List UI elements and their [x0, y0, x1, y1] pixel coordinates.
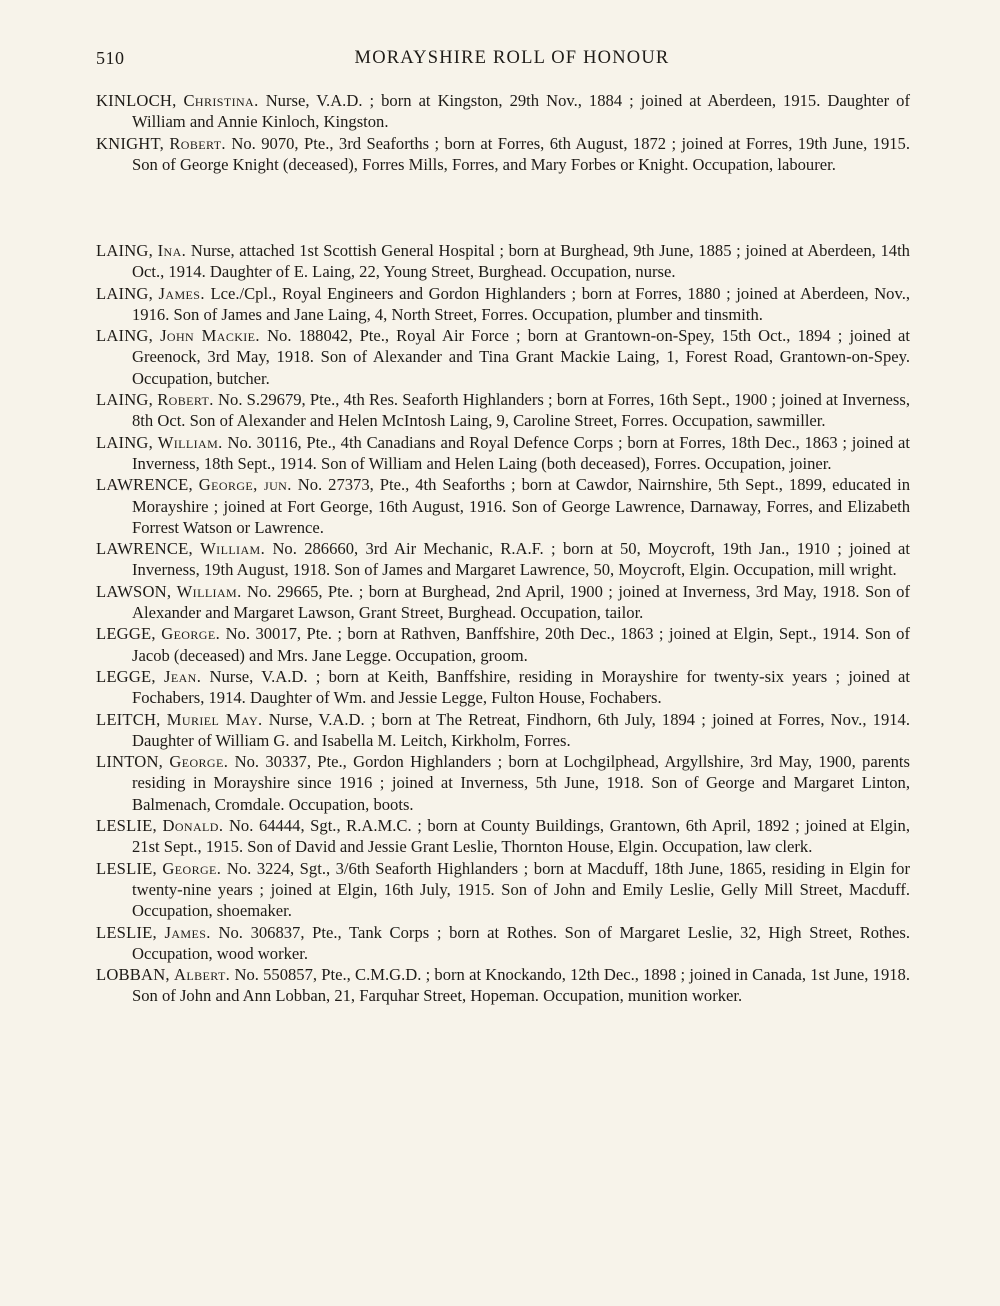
entry-given-name: Christina. — [183, 91, 259, 110]
entry-details: No. 188042, Pte., Royal Air Force ; born at Grantown-on-Spey, 15th Oct., 1894 ; joined at Greenock, 3rd May, 1918. Son of Alexander and Tina Grant Mackie Laing, 1, Forest Road, Grantown-on-Spey. Occupation, butcher. — [132, 326, 910, 388]
entry-given-name: Jean. — [163, 666, 202, 686]
entry-surname: LAWSON, — [96, 581, 172, 601]
entry-details: Nurse, V.A.D. ; born at Keith, Banffshire, residing in Morayshire for twenty-six years ; joined at Fochabers, 1914. Daughter of Wm. and Jessie Legge, Fulton House, Fochabers. — [132, 666, 911, 708]
entry-surname: LINTON, — [96, 752, 163, 772]
roll-entry — [96, 858, 910, 922]
entry-given-name: Muriel May. — [166, 709, 263, 729]
roll-entry — [96, 815, 910, 858]
entry-surname: LAWRENCE, — [96, 539, 193, 559]
entry-given-name: George. — [162, 858, 222, 878]
entry-given-name: John Mackie. — [160, 326, 260, 346]
entry-surname: LAING, — [96, 283, 153, 303]
entry-surname: LAING, — [96, 326, 153, 346]
entry-details: Nurse, V.A.D. ; born at Kingston, 29th Nov., 1884 ; joined at Aberdeen, 1915. Daughter of William and Annie Kinloch, Kingston. — [132, 91, 910, 132]
entry-details: No. 27373, Pte., 4th Seaforths ; born at Cawdor, Nairnshire, 5th Sept., 1899, educated in Morayshire ; joined at Fort George, 16th August, 1916. Son of George Lawrence, Darnaway, Forres, and Elizabeth Forrest Watson or Lawrence. — [132, 475, 911, 537]
entry-given-name: Ina. — [157, 241, 187, 260]
entry-surname: LESLIE, — [96, 816, 157, 836]
entry-details: No. S.29679, Pte., 4th Res. Seaforth Highlanders ; born at Forres, 16th Sept., 1900 ; joined at Inverness, 8th Oct. Son of Alexander and Helen McIntosh Laing, 9, Caroline Street, Forres. Occupation, sawmiller. — [132, 390, 910, 431]
entries-group-k — [96, 90, 910, 175]
entry-details: Nurse, attached 1st Scottish General Hospital ; born at Burghead, 9th June, 1885 ; joined at Aberdeen, 14th Oct., 1914. Daughter of E. Laing, 22, Young Street, Burghead. Occupation, nurse. — [132, 241, 910, 282]
roll-entry — [96, 283, 910, 326]
entry-details: No. 3224, Sgt., 3/6th Seaforth Highlanders ; born at Macduff, 18th June, 1865, residing in Elgin for twenty-nine years ; joined at Elgin, 16th July, 1915. Son of John and Emily Leslie, Gelly Mill Street, Macduff. Occupation, shoemaker. — [132, 858, 910, 921]
roll-entry — [96, 666, 910, 709]
roll-entry — [96, 474, 910, 538]
entry-details: No. 30337, Pte., Gordon Highlanders ; born at Lochgilphead, Argyllshire, 3rd May, 1900, parents residing in Morayshire since 1916 ; joined at Inverness, 5th June, 1918. Son of George and Margaret Linton, Balmenach, Cromdale. Occupation, boots. — [132, 752, 910, 814]
roll-entry — [96, 389, 910, 432]
entry-given-name: Albert. — [174, 965, 231, 985]
entry-given-name: George, jun. — [198, 475, 292, 495]
entry-surname: LAING, — [96, 390, 153, 410]
entry-details: No. 30017, Pte. ; born at Rathven, Banffshire, 20th Dec., 1863 ; joined at Elgin, Sept., 1914. Son of Jacob (deceased) and Mrs. Jane Legge. Occupation, groom. — [132, 624, 910, 665]
roll-entry — [96, 623, 910, 666]
roll-entry — [96, 709, 910, 752]
roll-entry — [96, 240, 910, 283]
entry-given-name: Robert. — [169, 133, 226, 153]
entry-surname: LAING, — [96, 241, 153, 260]
entry-given-name: Donald. — [162, 816, 224, 836]
roll-entry — [96, 751, 910, 815]
entry-given-name: George. — [169, 752, 229, 772]
roll-entry — [96, 581, 910, 624]
entry-surname: LEGGE, — [96, 624, 156, 644]
entries-group-l — [96, 240, 910, 1007]
entry-details: No. 64444, Sgt., R.A.M.C. ; born at County Buildings, Grantown, 6th April, 1892 ; joined at Elgin, 21st Sept., 1915. Son of David and Jessie Grant Leslie, Thornton House, Elgin. Occupation, law clerk. — [132, 816, 910, 857]
entry-surname: LOBBAN, — [96, 965, 170, 985]
entry-given-name: William. — [157, 432, 223, 452]
entry-details: No. 9070, Pte., 3rd Seaforths ; born at Forres, 6th August, 1872 ; joined at Forres, 19th June, 1915. Son of George Knight (deceased), Forres Mills, Forres, and Mary Forbes or Knight. Occupation, labourer. — [132, 133, 911, 174]
entry-surname: LAWRENCE, — [96, 475, 193, 495]
page-number: 510 — [96, 48, 125, 68]
roll-entry — [96, 922, 910, 965]
roll-entry — [96, 432, 910, 475]
entry-surname: KNIGHT, — [96, 133, 164, 153]
entry-details: No. 29665, Pte. ; born at Burghead, 2nd April, 1900 ; joined at Inverness, 3rd May, 1918. Son of Alexander and Margaret Lawson, Grant Street, Burghead. Occupation, tailor. — [132, 581, 910, 623]
entry-given-name: William. — [176, 581, 242, 601]
entry-surname: LESLIE, — [96, 922, 157, 942]
entry-details: No. 550857, Pte., C.M.G.D. ; born at Knockando, 12th Dec., 1898 ; joined in Canada, 1st June, 1918. Son of John and Ann Lobban, 21, Farquhar Street, Hopeman. Occupation, munition worker. — [132, 965, 911, 1006]
entry-details: Lce./Cpl., Royal Engineers and Gordon Highlanders ; born at Forres, 1880 ; joined at Aberdeen, Nov., 1916. Son of James and Jane Laing, 4, North Street, Forres. Occupation, plumber and tinsmith. — [132, 283, 910, 324]
entry-surname: LESLIE, — [96, 858, 157, 878]
entry-details: No. 306837, Pte., Tank Corps ; born at Rothes. Son of Margaret Leslie, 32, High Street, Rothes. Occupation, wood worker. — [132, 922, 910, 963]
roll-entry — [96, 90, 910, 133]
roll-entry — [96, 325, 910, 389]
entry-given-name: George. — [161, 624, 221, 644]
entry-details: No. 30116, Pte., 4th Canadians and Royal Defence Corps ; born at Forres, 18th Dec., 1863 ; joined at Inverness, 18th Sept., 1914. Son of William and Helen Laing (both deceased), Forres. Occupation, joiner. — [132, 432, 910, 473]
entry-details: Nurse, V.A.D. ; born at The Retreat, Findhorn, 6th July, 1894 ; joined at Forres, Nov., 1914. Daughter of William G. and Isabella M. Leitch, Kirkholm, Forres. — [132, 709, 911, 750]
page-header — [96, 48, 908, 72]
entry-given-name: James. — [158, 283, 205, 303]
entry-surname: LEGGE, — [96, 666, 156, 686]
roll-entry — [96, 538, 910, 581]
entry-surname: KINLOCH, — [96, 91, 177, 110]
entry-given-name: James. — [164, 922, 211, 942]
entry-given-name: Robert. — [157, 390, 214, 410]
entry-details: No. 286660, 3rd Air Mechanic, R.A.F. ; born at 50, Moycroft, 19th Jan., 1910 ; joined at Inverness, 19th August, 1918. Son of James and Margaret Lawrence, 50, Moycroft, Elgin. Occupation, mill wright. — [132, 539, 910, 580]
entry-surname: LEITCH, — [96, 709, 161, 729]
entry-surname: LAING, — [96, 432, 153, 452]
roll-entry — [96, 964, 910, 1007]
roll-entry — [96, 133, 910, 176]
entry-given-name: William. — [200, 539, 266, 559]
running-title: MORAYSHIRE ROLL OF HONOUR — [354, 48, 670, 68]
